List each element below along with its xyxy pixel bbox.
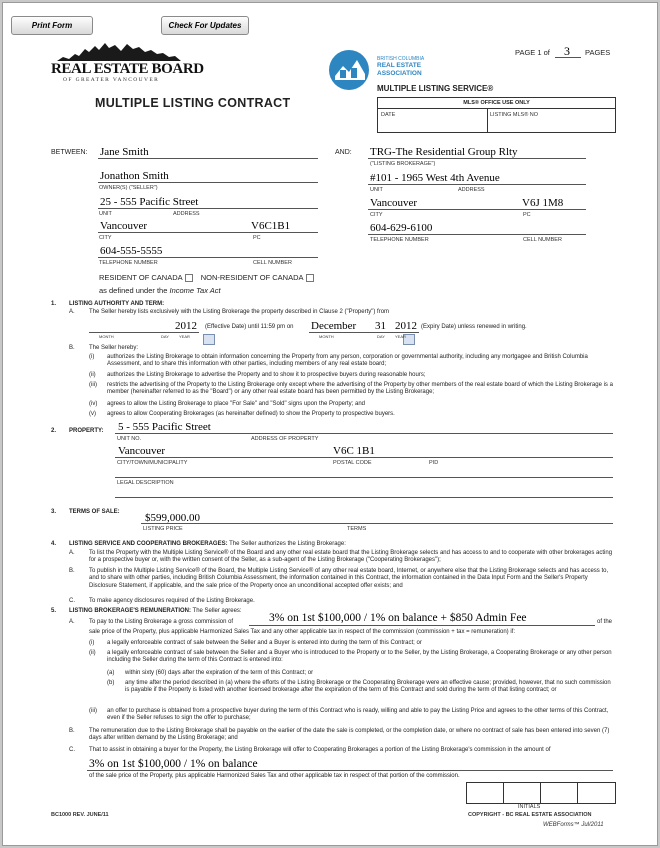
effective-text: (Effective Date) until 11:59 pm on bbox=[205, 324, 294, 330]
s1-b-ii-num: (ii) bbox=[89, 372, 96, 378]
residency-row bbox=[99, 273, 314, 282]
brokerage-cell-label: CELL NUMBER bbox=[523, 237, 562, 243]
property-postal-field[interactable]: V6C 1B1 bbox=[333, 445, 375, 457]
print-form-button[interactable]: Print Form bbox=[11, 16, 93, 35]
listing-price-field[interactable]: $599,000.00 bbox=[145, 512, 200, 524]
end-day-label: DAY bbox=[377, 334, 385, 339]
seller-pc-field[interactable]: V6C1B1 bbox=[251, 220, 291, 232]
page-prefix: PAGE 1 of bbox=[515, 48, 550, 57]
owners-label: OWNER(S) ("SELLER") bbox=[99, 185, 158, 191]
s5-a-ii-text: a legally enforceable contract of sale between the Seller and a Buyer who is introduced to the Property or to the Seller, by the Listing Brokerage, a Cooperating Brokerage or any other person including the Seller during the term of this Contract is entered into: bbox=[107, 650, 612, 664]
s3-num: 3. bbox=[51, 509, 57, 515]
bcrea-logo-icon bbox=[327, 48, 371, 92]
s5-a-pre: To pay to the Listing Brokerage a gross commission of bbox=[89, 619, 234, 625]
s1-title: LISTING AUTHORITY AND TERM: bbox=[69, 301, 165, 307]
unit-no-label: UNIT NO. bbox=[117, 436, 142, 442]
s5-a-b-num: (b) bbox=[107, 680, 115, 686]
city-municipality-label: CITY/TOWN/MUNICIPALITY bbox=[117, 460, 188, 466]
commission-field[interactable]: 3% on 1st $100,000 / 1% on balance + $850 Admin Fee bbox=[269, 612, 527, 624]
webforms-label: WEBForms™ Jul/2011 bbox=[543, 822, 604, 828]
listing-no-label: LISTING MLS® NO bbox=[490, 112, 539, 118]
bcrea-line1: BRITISH COLUMBIA bbox=[377, 56, 425, 62]
s5-c-tail: of the sale price of the Property, plus applicable Harmonized Sales Tax and other applicable tax in respect of that portion of the commission. bbox=[89, 773, 460, 779]
brokerage-unit-label: UNIT bbox=[370, 187, 383, 193]
brokerage-pc-field[interactable]: V6J 1M8 bbox=[522, 197, 564, 209]
bcrea-line3: ASSOCIATION bbox=[377, 70, 422, 77]
legal-description-label: LEGAL DESCRIPTION bbox=[117, 480, 174, 486]
s5-c-letter: C. bbox=[69, 747, 75, 753]
s1-a-letter: A. bbox=[69, 309, 75, 315]
s4-title-row bbox=[69, 541, 346, 548]
s5-a-i-num: (i) bbox=[89, 640, 95, 646]
start-day-label: DAY bbox=[161, 334, 169, 339]
property-address-label: ADDRESS OF PROPERTY bbox=[251, 436, 319, 442]
s4-c-text: To make agency disclosures required of the Listing Brokerage. bbox=[89, 598, 255, 604]
form-code: BC1000 REV. JUNE/11 bbox=[51, 812, 109, 818]
s1-num: 1. bbox=[51, 301, 57, 307]
s1-b-iv-num: (iv) bbox=[89, 401, 98, 407]
tax-act-row bbox=[99, 286, 221, 295]
s5-b-letter: B. bbox=[69, 728, 75, 734]
start-date-calendar-icon[interactable] bbox=[203, 334, 215, 345]
s1-b-v-text: agrees to allow Cooperating Brokerages (as hereinafter defined) to show the Property to prospective buyers. bbox=[107, 411, 395, 417]
s5-a-text2: sale price of the Property, plus applicable Harmonized Sales Tax and any other applicable tax in respect of the commission (commission + tax = remuneration) if: bbox=[89, 629, 515, 635]
s2-title: PROPERTY: bbox=[69, 428, 104, 434]
s5-b-text: The remuneration due to the Listing Brokerage shall be payable on the earlier of the date the sale is completed, or the completion date, or where no contract of sale has been entered into seven (7) days after written demand by the Listing Brokerage; and bbox=[89, 728, 610, 742]
s4-title: LISTING SERVICE AND COOPERATING BROKERAGES: bbox=[69, 541, 228, 547]
s5-a-i-text: a legally enforceable contract of sale between the Seller and a Buyer is entered into during the term of this Contract; or bbox=[107, 640, 422, 646]
end-year-field[interactable]: 2012 bbox=[395, 320, 417, 332]
s1-b-iii-text: restricts the advertising of the Property to the Listing Brokerage only except where the advertising of the Property by other members of the real estate board of which the Listing Brokerage is a member (hereinafter referred to as the "Board") or any other real estate board has been permitted by the Listing Brokerage; bbox=[107, 382, 613, 396]
initials-box[interactable] bbox=[466, 782, 616, 804]
pid-label: PID bbox=[429, 460, 439, 466]
listing-price-label: LISTING PRICE bbox=[143, 526, 183, 532]
brokerage-city-label: CITY bbox=[370, 212, 383, 218]
page-suffix: PAGES bbox=[585, 48, 611, 57]
end-month-field[interactable]: December bbox=[311, 320, 357, 332]
s4-a-letter: A. bbox=[69, 550, 75, 556]
board-name: REAL ESTATE BOARD bbox=[51, 61, 204, 77]
start-year-label: YEAR bbox=[179, 334, 190, 339]
bcrea-line2: REAL ESTATE bbox=[377, 62, 422, 69]
brokerage-address-field[interactable]: #101 - 1965 West 4th Avenue bbox=[370, 172, 500, 184]
resident-checkbox[interactable] bbox=[185, 274, 193, 282]
start-year-field[interactable]: 2012 bbox=[175, 320, 197, 332]
nonresident-checkbox[interactable] bbox=[306, 274, 314, 282]
s5-title: LISTING BROKERAGE'S REMUNERATION: bbox=[69, 608, 191, 614]
between-label: BETWEEN: bbox=[51, 149, 88, 156]
initials-label: INITIALS bbox=[518, 804, 541, 810]
and-label: AND: bbox=[335, 149, 352, 156]
start-month-label: MONTH bbox=[99, 334, 114, 339]
s4-num: 4. bbox=[51, 541, 57, 547]
s1-b-letter: B. bbox=[69, 345, 75, 351]
copyright: COPYRIGHT - BC REAL ESTATE ASSOCIATION bbox=[468, 812, 592, 818]
s5-a-a-num: (a) bbox=[107, 670, 115, 676]
brokerage-address-label: ADDRESS bbox=[458, 187, 485, 193]
seller-unit-label: UNIT bbox=[99, 211, 112, 217]
tax-act-name: Income Tax Act bbox=[169, 286, 221, 295]
skyline-logo-icon bbox=[55, 40, 183, 62]
s5-a-ii-num: (ii) bbox=[89, 650, 96, 656]
s5-a-post: of the bbox=[597, 619, 613, 625]
brokerage-city-field[interactable]: Vancouver bbox=[370, 197, 418, 209]
date-label: DATE bbox=[381, 112, 396, 118]
brokerage-tel-label: TELEPHONE NUMBER bbox=[370, 237, 429, 243]
s4-c-letter: C. bbox=[69, 598, 75, 604]
property-address-field[interactable]: 5 - 555 Pacific Street bbox=[118, 421, 211, 433]
seller-tel-label: TELEPHONE NUMBER bbox=[99, 260, 158, 266]
seller2-field[interactable]: Jonathon Smith bbox=[100, 170, 169, 182]
terms-label: TERMS bbox=[347, 526, 367, 532]
s1-b-ii-text: authorizes the Listing Brokerage to advertise the Property and to show it to prospective buyers during reasonable hours; bbox=[107, 372, 426, 378]
seller1-field[interactable]: Jane Smith bbox=[100, 146, 149, 158]
postal-code-label: POSTAL CODE bbox=[333, 460, 372, 466]
s5-a-b-text: any time after the period described in (a) where the efforts of the Listing Brokerage or the Cooperating Brokerage were an effective cause; provided, however, that no such commission is payable if the Property is listed with another licensed brokerage after the expiration of the term of this Contract and sold during the term of that listing contract; or bbox=[125, 680, 611, 694]
seller-address-field[interactable]: 25 - 555 Pacific Street bbox=[100, 196, 199, 208]
s5-a-iii-num: (iii) bbox=[89, 708, 97, 714]
tax-act-prefix: as defined under the bbox=[99, 286, 168, 295]
s4-a-text: To list the Property with the Multiple Listing Service® of the Board and any other real estate board that the Listing Brokerage selects and has access to and to cooperate with other brokerages acting for a prospective buyer or, with the written consent of the Seller, as a sub-agent of the Listing Brokerage ("Cooperating Brokerages"); bbox=[89, 550, 613, 564]
board-subtitle: OF GREATER VANCOUVER bbox=[63, 77, 160, 83]
end-year-label: YEAR bbox=[395, 334, 406, 339]
seller-city-label: CITY bbox=[99, 235, 112, 241]
seller-cell-label: CELL NUMBER bbox=[253, 260, 292, 266]
resident-label: RESIDENT OF CANADA bbox=[99, 273, 183, 282]
s1-b-i-text: authorizes the Listing Brokerage to obtain information concerning the Property from any person, corporation or governmental authority, including any mortgagee and British Columbia Assessment, and to share this information with other parties, including members of any real estate board; bbox=[107, 354, 588, 368]
end-month-label: MONTH bbox=[319, 334, 334, 339]
nonresident-label: NON-RESIDENT OF CANADA bbox=[200, 273, 304, 282]
expiry-text: (Expiry Date) unless renewed in writing. bbox=[421, 324, 527, 330]
check-updates-button[interactable]: Check For Updates bbox=[161, 16, 249, 35]
s5-num: 5. bbox=[51, 608, 57, 614]
s2-num: 2. bbox=[51, 428, 57, 434]
seller-city-field[interactable]: Vancouver bbox=[100, 220, 148, 232]
s4-b-text: To publish in the Multiple Listing Service® of the Board, the Multiple Listing Service® of any other real estate board, Internet, or anywhere else that the Listing Brokerage selects and has access to, and to share with other parties, including British Columbia Assessment, the information contained in this Contract, the information contained in the Data Input Form and the Seller's Property Disclosure Statement, if applicable, and the sale price of the Property once an unconditional accepted offer exists; and bbox=[89, 568, 609, 589]
s1-b-iii-num: (iii) bbox=[89, 382, 97, 388]
s1-b-i-num: (i) bbox=[89, 354, 95, 360]
s5-a-a-text: within sixty (60) days after the expiration of the term of this Contract; or bbox=[125, 670, 314, 676]
s3-title: TERMS OF SALE: bbox=[69, 509, 120, 515]
s4-b-letter: B. bbox=[69, 568, 75, 574]
office-use-box bbox=[377, 97, 616, 133]
mls-service-title: MULTIPLE LISTING SERVICE® bbox=[377, 84, 494, 93]
property-city-field[interactable]: Vancouver bbox=[118, 445, 166, 457]
s5-a-iii-text: an offer to purchase is obtained from a prospective buyer during the term of this Contract who is ready, willing and able to pay the Listing Price and agrees to the other terms of this Contract, even if the Seller refuses to sign the offer to purchase; bbox=[107, 708, 609, 722]
coop-commission-field[interactable]: 3% on 1st $100,000 / 1% on balance bbox=[89, 758, 258, 770]
s1-b-v-num: (v) bbox=[89, 411, 96, 417]
contract-page bbox=[2, 2, 658, 846]
seller-phone-field[interactable]: 604-555-5555 bbox=[100, 245, 163, 257]
end-day-field[interactable]: 31 bbox=[375, 320, 386, 332]
s1-b-intro: The Seller hereby: bbox=[89, 345, 139, 351]
brokerage-field[interactable]: TRG-The Residential Group Rlty bbox=[370, 146, 518, 158]
office-use-label: MLS® OFFICE USE ONLY bbox=[378, 98, 615, 109]
brokerage-pc-label: PC bbox=[523, 212, 531, 218]
s1-a-text: The Seller hereby lists exclusively with the Listing Brokerage the property described in Clause 2 ("Property") from bbox=[89, 309, 390, 315]
brokerage-label: ("LISTING BROKERAGE") bbox=[370, 161, 436, 167]
s5-title-row bbox=[69, 608, 242, 615]
s5-c-text: That to assist in obtaining a buyer for the Property, the Listing Brokerage will offer to Cooperating Brokerages a portion of the Listing Brokerage's commission in the amount of bbox=[89, 747, 551, 753]
s1-b-iv-text: agrees to allow the Listing Brokerage to place "For Sale" and "Sold" signs upon the Property; and bbox=[107, 401, 366, 407]
seller-pc-label: PC bbox=[253, 235, 261, 241]
seller-address-label: ADDRESS bbox=[173, 211, 200, 217]
s5-a-letter: A. bbox=[69, 619, 75, 625]
brokerage-phone-field[interactable]: 604-629-6100 bbox=[370, 222, 433, 234]
s5-title-tail: The Seller agrees: bbox=[192, 608, 242, 614]
s4-title-tail: The Seller authorizes the Listing Brokerage: bbox=[229, 541, 346, 547]
page-total[interactable]: 3 bbox=[564, 44, 570, 58]
contract-title: MULTIPLE LISTING CONTRACT bbox=[95, 96, 291, 110]
